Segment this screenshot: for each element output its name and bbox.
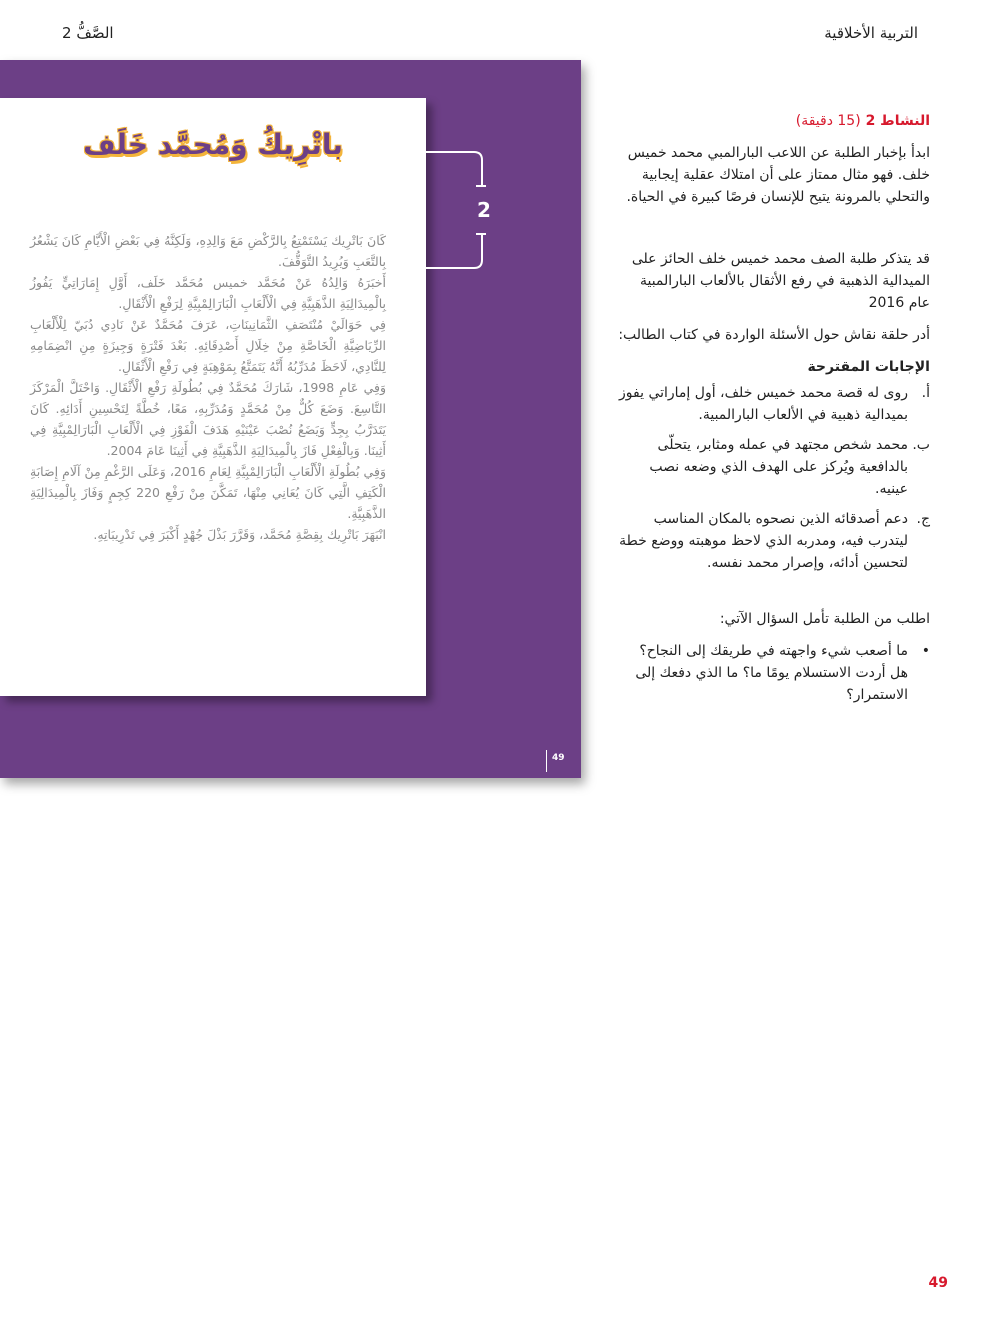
teacher-guide-column: [618, 110, 930, 714]
answer-text: روى له قصة محمد خميس خلف، أول إماراتي يفوز بميدالية ذهبية في الألعاب البارالمبية.: [619, 385, 908, 423]
story-card: [0, 98, 426, 696]
reflection-item: [618, 640, 930, 706]
answer-item: [618, 508, 930, 574]
book-page-number: 49: [552, 753, 565, 763]
page-number: 49: [928, 1275, 948, 1291]
reflection-list: [618, 640, 930, 706]
answers-list: [618, 382, 930, 574]
section-bracket: [426, 150, 486, 330]
activity-intro: ابدأ بإخبار الطلبة عن اللاعب البارالمبي محمد خميس خلف. فهو مثال ممتاز على أن امتلاك عقلية إيجابية والتحلي بالمرونة يتيح للإنسان فرصًا كبيرة في الحياة.: [626, 145, 930, 205]
story-paragraph: أَخبَرَهُ وَالِدُهُ عَنْ مُحَمَّد خميس مُحَمَّد خَلَف، أَوَّلِ إِمَارَاتِيٍّ يَفُوزُ بِالْمِيدَالِيَةِ الذَّهَبِيَّةِ فِي الْأَلْعَابِ الْبَارَالِمْبِيَّةِ لِرَفْعِ الْأَثْقَالِ.: [30, 275, 386, 311]
story-paragraph: وَفِي عَامِ 1998، شَارَكَ مُحَمَّدٌ فِي بُطُولَةِ رَفْعِ الْأَثْقَالِ. وَاحْتَلَّ الْمَرْكَزَ التَّاسِعَ. وَضَعَ كُلٌّ مِنْ مُحَمَّدٍ وَمُدَرِّبِهِ، مَعًا، خُطَّةً لِتَحْسِينِ أَدَائِهِ. كَانَ يَتَدَرَّبُ بِجِدٍّ وَيَضَعُ نُصْبَ عَيْنَيْهِ هَدَفَ الْفَوْزِ فِي الْأَلْعَابِ الْبَارَالِمْبِيَّةِ فِي أَثِينَا. وَبِالْفِعْلِ فَازَ بِالْمِيدَالِيَةِ الذَّهَبِيَّةِ فِي أَثِينَا عَامَ 2004.: [30, 380, 386, 458]
subject-header: التربية الأخلاقية: [824, 24, 918, 42]
page-divider: [546, 750, 547, 772]
answer-marker: ج.: [916, 511, 930, 527]
story-paragraph: انْبَهَرَ بَاتْرِيك بِقِصَّةِ مُحَمَّد، وَقَرَّرَ بَذْلَ جُهْدٍ أَكْبَرَ فِي تَدْرِيبَاتِهِ.: [93, 527, 386, 542]
answer-marker: أ.: [921, 385, 930, 401]
activity-reminder: قد يتذكر طلبة الصف محمد خميس خلف الحائز على الميدالية الذهبية في رفع الأثقال بالألعاب البارالمبية عام 2016: [631, 251, 930, 311]
answer-text: دعم أصدقائه الذين نصحوه بالمكان المناسب ليتدرب فيه، ومدربه الذي لاحظ موهبته ووضع خطة لتحسين أدائه، وإصرار محمد نفسه.: [619, 511, 908, 571]
story-text: [30, 230, 386, 545]
activity-label: النشاط 2: [865, 113, 930, 129]
activity-duration: (15 دقيقة): [795, 113, 861, 129]
answers-heading: الإجابات المقترحة: [807, 359, 930, 375]
grade-header: الصَّفُّ 2: [62, 24, 114, 42]
reflection-prompt: اطلب من الطلبة تأمل السؤال الآتي:: [719, 611, 930, 627]
answer-item: [618, 382, 930, 426]
answer-text: محمد شخص مجتهد في عمله ومثابر، يتحلّى بالدافعية ويُركز على الهدف الذي وضعه نصب عينيه.: [649, 437, 908, 497]
bullet-icon: •: [921, 643, 930, 659]
student-book-page: [0, 60, 581, 778]
activity-heading: [618, 110, 930, 132]
discussion-instruction: أدر حلقة نقاش حول الأسئلة الواردة في كتاب الطالب:: [618, 327, 930, 343]
story-paragraph: كَانَ بَاتْرِيك يَسْتَمْتِعُ بِالرَّكْضِ مَعَ وَالِدِهِ، وَلَكِنَّهُ فِي بَعْضِ الْأَيَّامِ كَانَ يَشْعُرُ بِالتَّعَبِ وَيُرِيدُ التَّوَقُّفَ.: [30, 233, 386, 269]
section-number: 2: [477, 198, 491, 222]
reflection-text: ما أصعب شيء واجهته في طريقك إلى النجاح؟ هل أردت الاستسلام يومًا ما؟ ما الذي دفعك إلى الاستمرار؟: [635, 643, 908, 703]
answer-marker: ب.: [912, 437, 930, 453]
answer-item: [618, 434, 930, 500]
story-paragraph: وَفِي بُطُولَةِ الْأَلْعَابِ الْبَارَالِمْبِيَّةِ لِعَامِ 2016، وَعَلَى الرَّغْمِ مِنْ آلَامِ إِصَابَةِ الْكَتِفِ الَّتِي كَانَ يُعَانِي مِنْهَا، تَمَكَّنَ مِنْ رَفْعِ 220 كِجِمٍ وَفَازَ بِالْمِيدَالِيَةِ الذَّهَبِيَّةِ.: [30, 464, 386, 521]
story-title: باتْرِيكُ وَمُحمَّد خَلَف: [83, 128, 343, 161]
story-paragraph: فِي حَوَالَيْ مُنْتَصَفِ الثَّمَانِينَاتِ، عَرَفَ مُحَمَّدٌ عَنْ نَادِي دُبَيّ لِلْأَلْعَابِ الرِّيَاضِيَّةِ الْخَاصَّةِ مِنْ خِلَالِ أَصْدِقَائِهِ. بَعْدَ فَتْرَةٍ وَجِيزَةٍ مِنِ انْضِمَامِهِ لِلنَّادِي، لَاحَظَ مُدَرِّبُهُ أَنَّهُ يَتَمَتَّعُ بِمَوْهِبَةٍ فِي رَفْعِ الْأَثْقَالِ.: [30, 317, 386, 374]
